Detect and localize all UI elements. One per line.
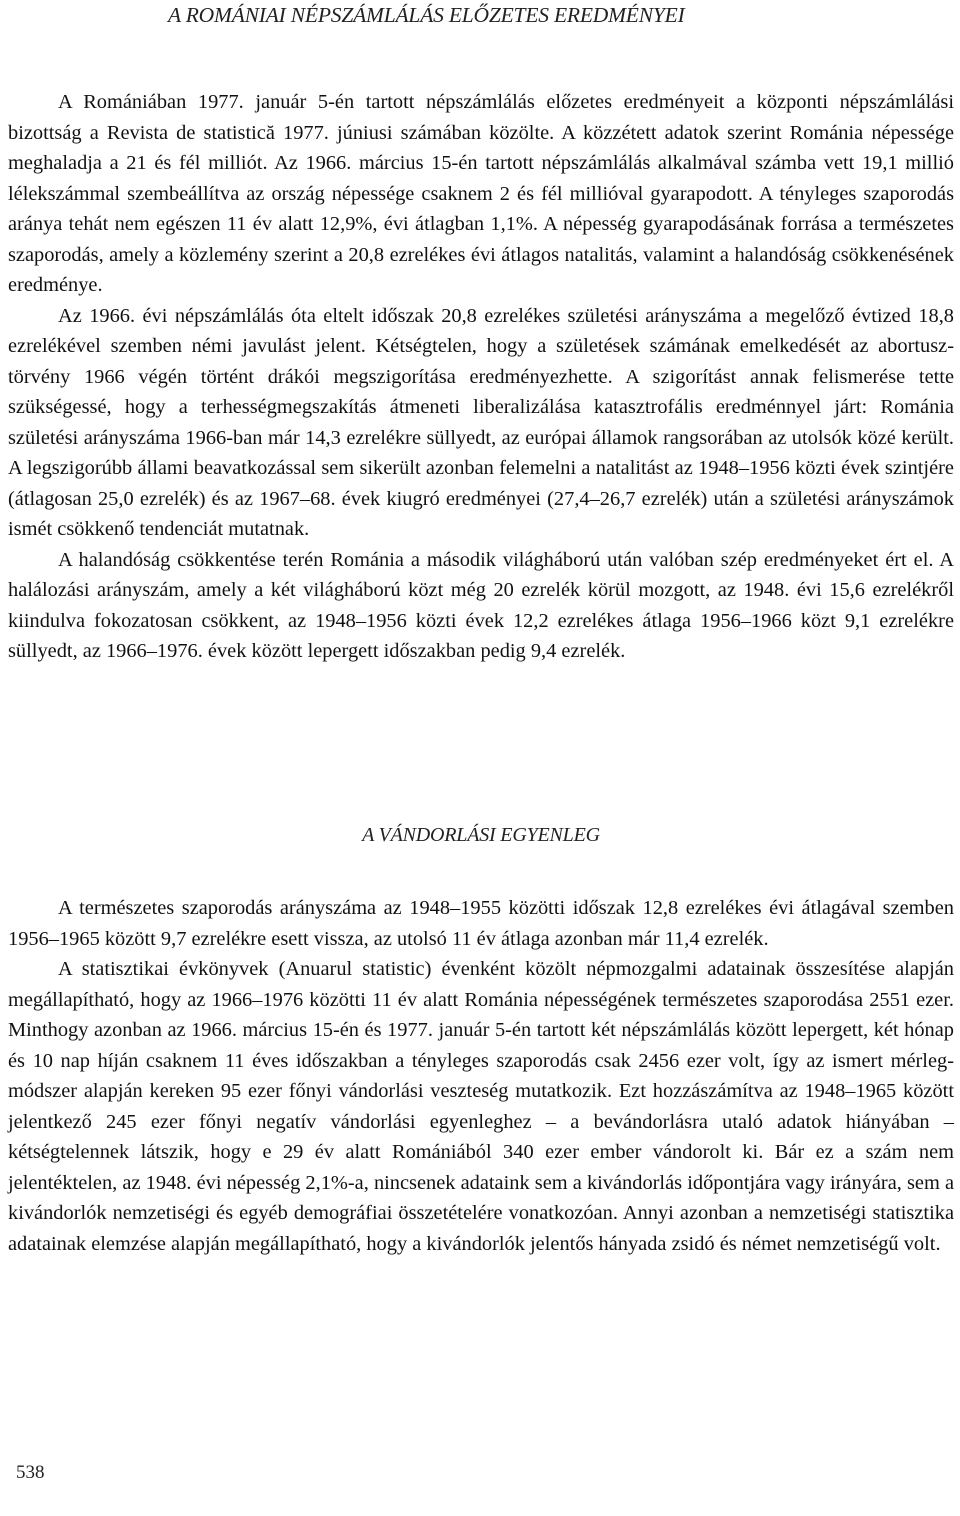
running-header-title: A ROMÁNIAI NÉPSZÁMLÁLÁS ELŐZETES EREDMÉNYEI (168, 3, 685, 27)
paragraph-census-overview: A Romániában 1977. január 5-én tartott népszámlálás előzetes eredményeit a központi népszámlálási bizottság a Revista de statistică 1977. júniusi számában közölte. A közzétett adatok szerint Románia népessége meghaladja a 21 és fél milliót. Az 1966. március 15-én tartott népszámlálás alkalmával számba vett 19,1 millió lélekszámmal szembeállítva az ország népessége csaknem 2 és fél millióval gyarapodott. A tényleges szaporodás aránya tehát nem egészen 11 év alatt 12,9%, évi átlagban 1,1%. A népesség gyarapodásának forrása a természetes szaporodás, amely a közlemény szerint a 20,8 ezrelékes évi átlagos natalitás, valamint a halandóság csökkenésének eredménye. (8, 91, 954, 296)
paragraph-mortality: A halandóság csökkentése terén Románia a második világháború után valóban szép eredményeket ért el. A halálozási arányszám, amely a két világháború közt még 20 ezrelék körül mozgott, az 1948. évi 15,6 ezrelékről kiindulva fokozatosan csökkent, az 1948–1956 közti évek 12,2 ezrelékes átlaga 1956–1966 közt 9,1 ezrelékre süllyedt, az 1966–1976. évek között lepergett időszakban pedig 9,4 ezrelék. (8, 548, 954, 662)
page-number: 538 (16, 1462, 45, 1483)
section-census-results (8, 87, 954, 667)
paragraph-natural-increase: A természetes szaporodás arányszáma az 1948–1955 közötti időszak 12,8 ezrelékes évi átlagával szemben 1956–1965 között 9,7 ezrelékre esett vissza, az utolsó 11 év átlaga azonban már 11,4 ezrelék. (8, 897, 954, 950)
paragraph-emigration: A statisztikai évkönyvek (Anuarul statistic) évenként közölt népmozgalmi adatainak összesítése alapján megállapítható, hogy az 1966–1976 közötti 11 év alatt Románia népességének természetes szaporodása 2551 ezer. Minthogy azonban az 1966. március 15-én és 1977. január 5-én tartott két népszámlálás között lepergett, két hónap és 10 nap híján csaknem 11 éves időszakban a tényleges szaporodás csak 2456 ezer volt, így az ismert mérlegmódszer alapján kereken 95 ezer főnyi vándorlási veszteség mutatkozik. Ezt hozzászámítva az 1948–1965 között jelentkező 245 ezer főnyi negatív vándorlási egyenleghez – a bevándorlásra utaló adatok hiányában – kétségtelennek látszik, hogy e 29 év alatt Romániából 340 ezer ember vándorolt ki. Bár ez a szám nem jelentéktelen, az 1948. évi népesség 2,1%-a, nincsenek adataink sem a kivándorlás időpontjára vagy irányára, sem a kivándorlók nemzetiségi és egyéb demográfiai összetételére vonatkozóan. Annyi azonban a nemzetiségi statisztika adatainak elemzése alapján megállapítható, hogy a kivándorlók jelentős hányada zsidó és német nemzetiségű volt. (8, 958, 954, 1255)
section-migration-balance (8, 893, 954, 1259)
paragraph-birth-rate: Az 1966. évi népszámlálás óta eltelt időszak 20,8 ezrelékes születési arányszáma a megelőző évtized 18,8 ezrelékével szemben némi javulást jelent. Kétségtelen, hogy a születések számának emelkedését az abortusz-törvény 1966 végén történt drákói megszigorítása eredményezhette. A szigorítást annak felismerése tette szükségessé, hogy a terhességmegszakítás átmeneti liberalizálása katasztrofális eredménnyel járt: Románia születési arányszáma 1966-ban már 14,3 ezrelékre süllyedt, az európai államok rangsorában az utolsók közé került. A legszigorúbb állami beavatkozással sem sikerült azonban felemelni a natalitást az 1948–1956 közti évek szintjére (átlagosan 25,0 ezrelék) és az 1967–68. évek kiugró eredményei (27,4–26,7 ezrelék) után a születési arányszámok ismét csökkenő tendenciát mutatnak. (8, 304, 954, 540)
section-heading-migration-balance: A VÁNDORLÁSI EGYENLEG (362, 824, 600, 846)
